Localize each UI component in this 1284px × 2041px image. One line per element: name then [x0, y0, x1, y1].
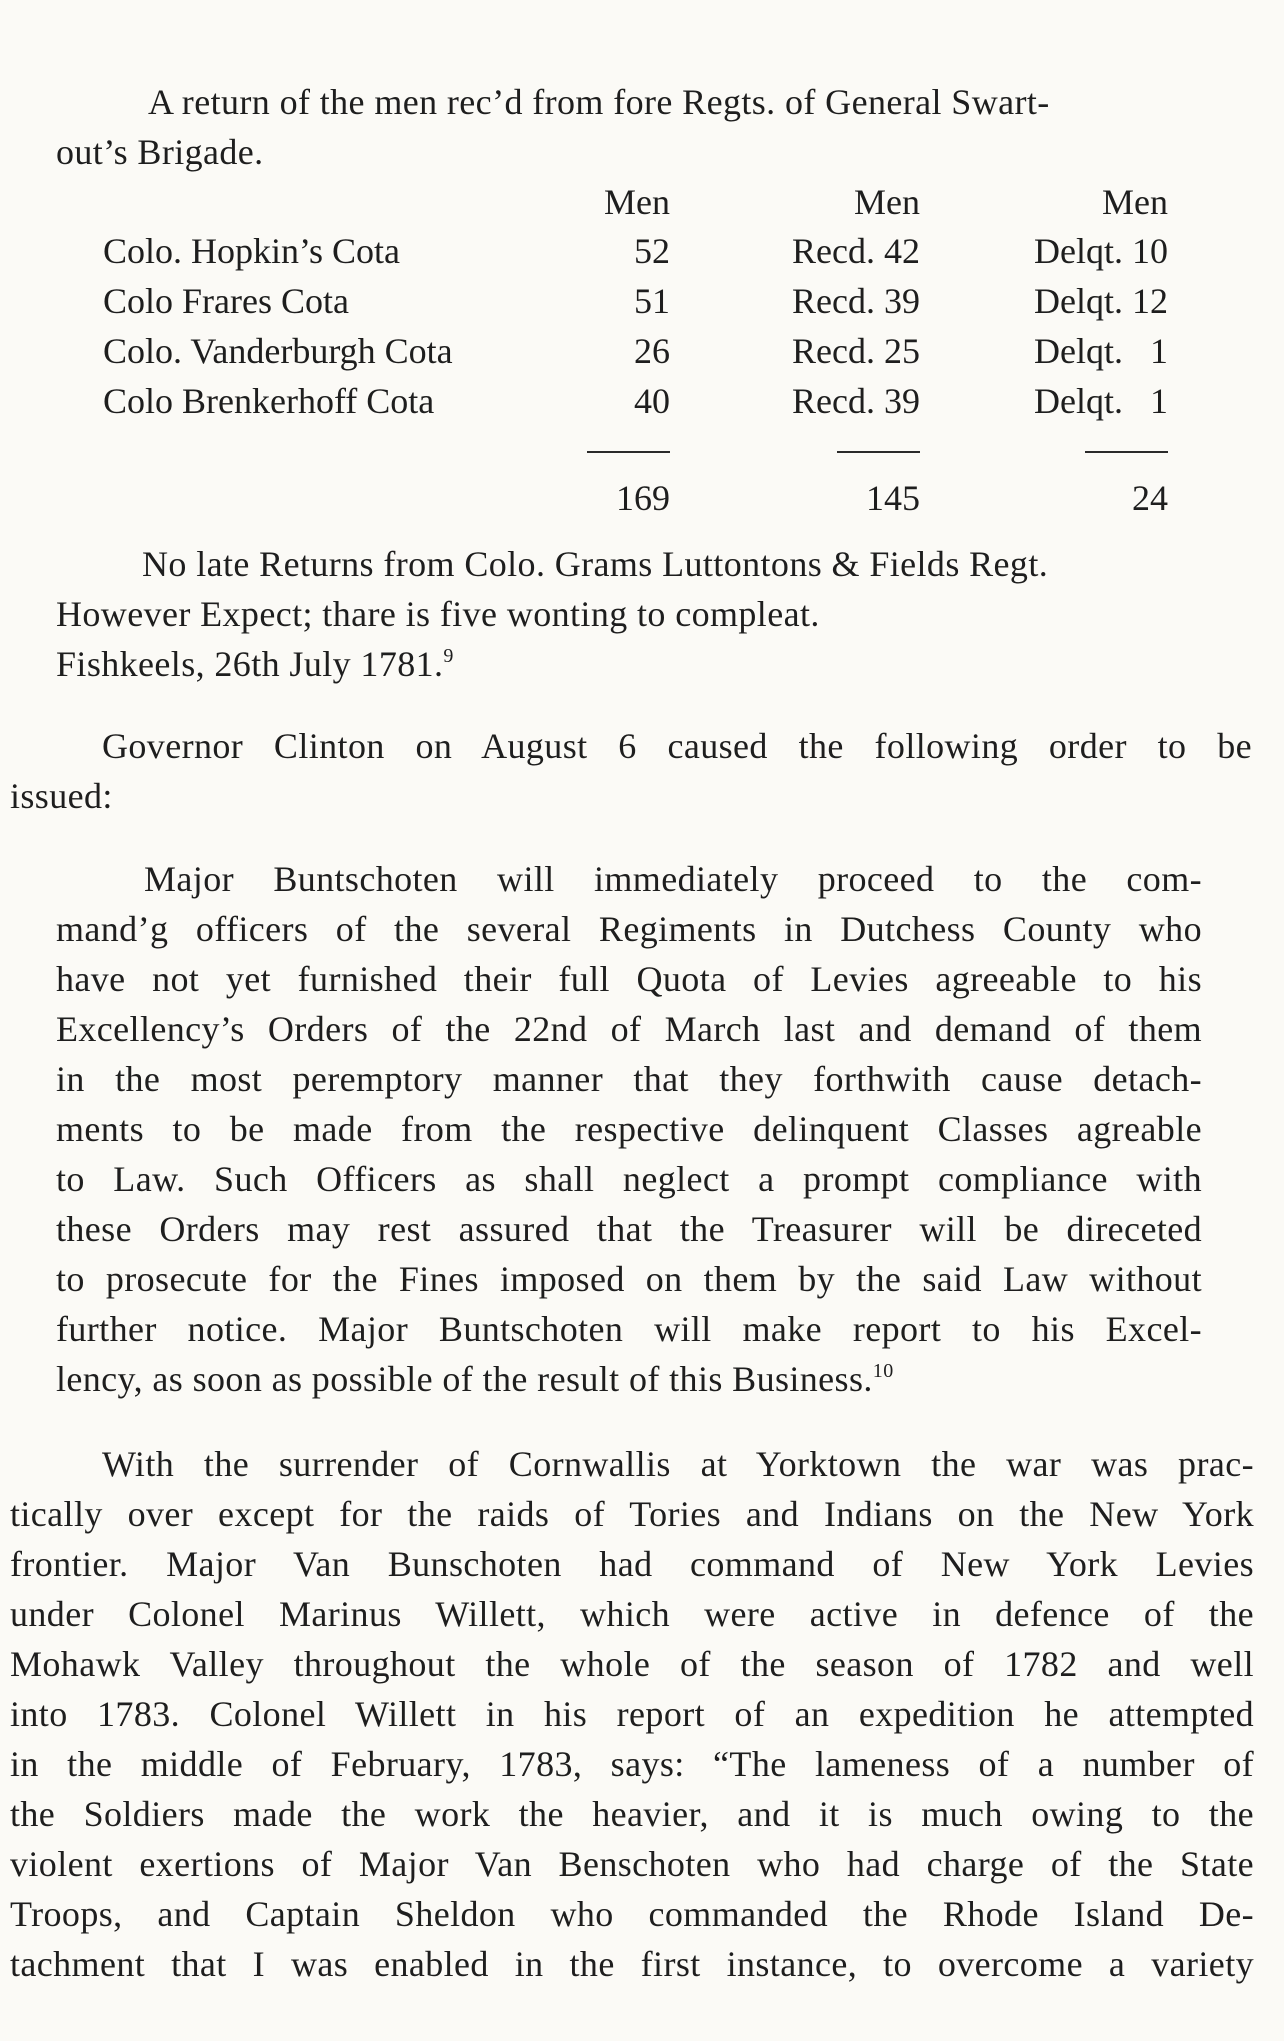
para-cornwallis-line: tically over except for the raids of Tories and Indians on the New York	[10, 1494, 1254, 1534]
para-cornwallis-line: the Soldiers made the work the heavier, and it is much owing to the	[10, 1794, 1254, 1834]
order-line: Major Buntschoten will immediately proceed to the com-	[144, 859, 1202, 899]
table-row-delqt: Delqt. 10	[1034, 231, 1168, 271]
table-row-recd: Recd. 39	[792, 381, 920, 421]
order-line: in the most peremptory manner that they forthwith cause detach-	[56, 1059, 1202, 1099]
total-men: 169	[616, 478, 670, 518]
note-expect: However Expect; thare is five wonting to compleat.	[56, 594, 820, 634]
order-line: ments to be made from the respective delinquent Classes agreable	[56, 1109, 1202, 1149]
order-line: these Orders may rest assured that the Treasurer will be direceted	[56, 1209, 1202, 1249]
para-cornwallis-line: Troops, and Captain Sheldon who commanded the Rhode Island De-	[10, 1894, 1254, 1934]
header-men-received: Men	[854, 182, 920, 222]
sum-rule-men	[587, 451, 670, 453]
table-row-men: 40	[634, 381, 670, 421]
table-row-delqt: Delqt. 1	[1034, 381, 1168, 421]
table-row-name: Colo. Vanderburgh Cota	[103, 331, 453, 371]
intro-line-1: A return of the men rec’d from fore Regts. of General Swart-	[148, 82, 1050, 122]
total-received: 145	[866, 478, 920, 518]
order-line: mand’g officers of the several Regiments in Dutchess County who	[56, 909, 1202, 949]
table-row-delqt: Delqt. 1	[1034, 331, 1168, 371]
header-men: Men	[604, 182, 670, 222]
para-cornwallis-line: With the surrender of Cornwallis at Yorktown the war was prac-	[102, 1444, 1254, 1484]
table-row-name: Colo Brenkerhoff Cota	[103, 381, 435, 421]
para-clinton-line-1: Governor Clinton on August 6 caused the following order to be	[102, 726, 1252, 766]
para-cornwallis-line: frontier. Major Van Bunschoten had command of New York Levies	[10, 1544, 1254, 1584]
para-clinton-line-2: issued:	[10, 776, 113, 816]
header-men-delinquent: Men	[1102, 182, 1168, 222]
order-line: to Law. Such Officers as shall neglect a prompt compliance with	[56, 1159, 1202, 1199]
order-line: have not yet furnished their full Quota of Levies agreeable to his	[56, 959, 1202, 999]
para-cornwallis-line: in the middle of February, 1783, says: “The lameness of a number of	[10, 1744, 1254, 1784]
table-row-men: 26	[634, 331, 670, 371]
intro-line-2: out’s Brigade.	[56, 132, 264, 172]
note-late-returns: No late Returns from Colo. Grams Luttontons & Fields Regt.	[142, 544, 1049, 584]
order-line: further notice. Major Buntschoten will make report to his Excel-	[56, 1309, 1202, 1349]
table-row-recd: Recd. 39	[792, 281, 920, 321]
table-row-delqt: Delqt. 12	[1034, 281, 1168, 321]
table-row-men: 51	[634, 281, 670, 321]
footnote-ref-10: 10	[872, 1360, 894, 1382]
order-line-last: lency, as soon as possible of the result of this Business.$^{10}$	[56, 1359, 894, 1399]
table-row-recd: Recd. 25	[792, 331, 920, 371]
sum-rule-delqt	[1085, 451, 1168, 453]
order-line: to prosecute for the Fines imposed on them by the said Law without	[56, 1259, 1202, 1299]
table-row-recd: Recd. 42	[792, 231, 920, 271]
para-cornwallis-line: Mohawk Valley throughout the whole of the season of 1782 and well	[10, 1644, 1254, 1684]
para-cornwallis-line: under Colonel Marinus Willett, which were active in defence of the	[10, 1594, 1254, 1634]
table-row-name: Colo Frares Cota	[103, 281, 349, 321]
para-cornwallis-line: into 1783. Colonel Willett in his report of an expedition he attempted	[10, 1694, 1254, 1734]
note-place-date: Fishkeels, 26th July 1781.$^9$	[56, 644, 454, 684]
order-line: Excellency’s Orders of the 22nd of March last and demand of them	[56, 1009, 1202, 1049]
sum-rule-recd	[837, 451, 920, 453]
table-row-men: 52	[634, 231, 670, 271]
footnote-ref-9: 9	[443, 645, 454, 667]
total-delinquent: 24	[1132, 478, 1168, 518]
table-row-name: Colo. Hopkin’s Cota	[103, 231, 401, 271]
para-cornwallis-line: violent exertions of Major Van Benschoten who had charge of the State	[10, 1844, 1254, 1884]
para-cornwallis-line: tachment that I was enabled in the first instance, to overcome a variety	[10, 1944, 1254, 1984]
